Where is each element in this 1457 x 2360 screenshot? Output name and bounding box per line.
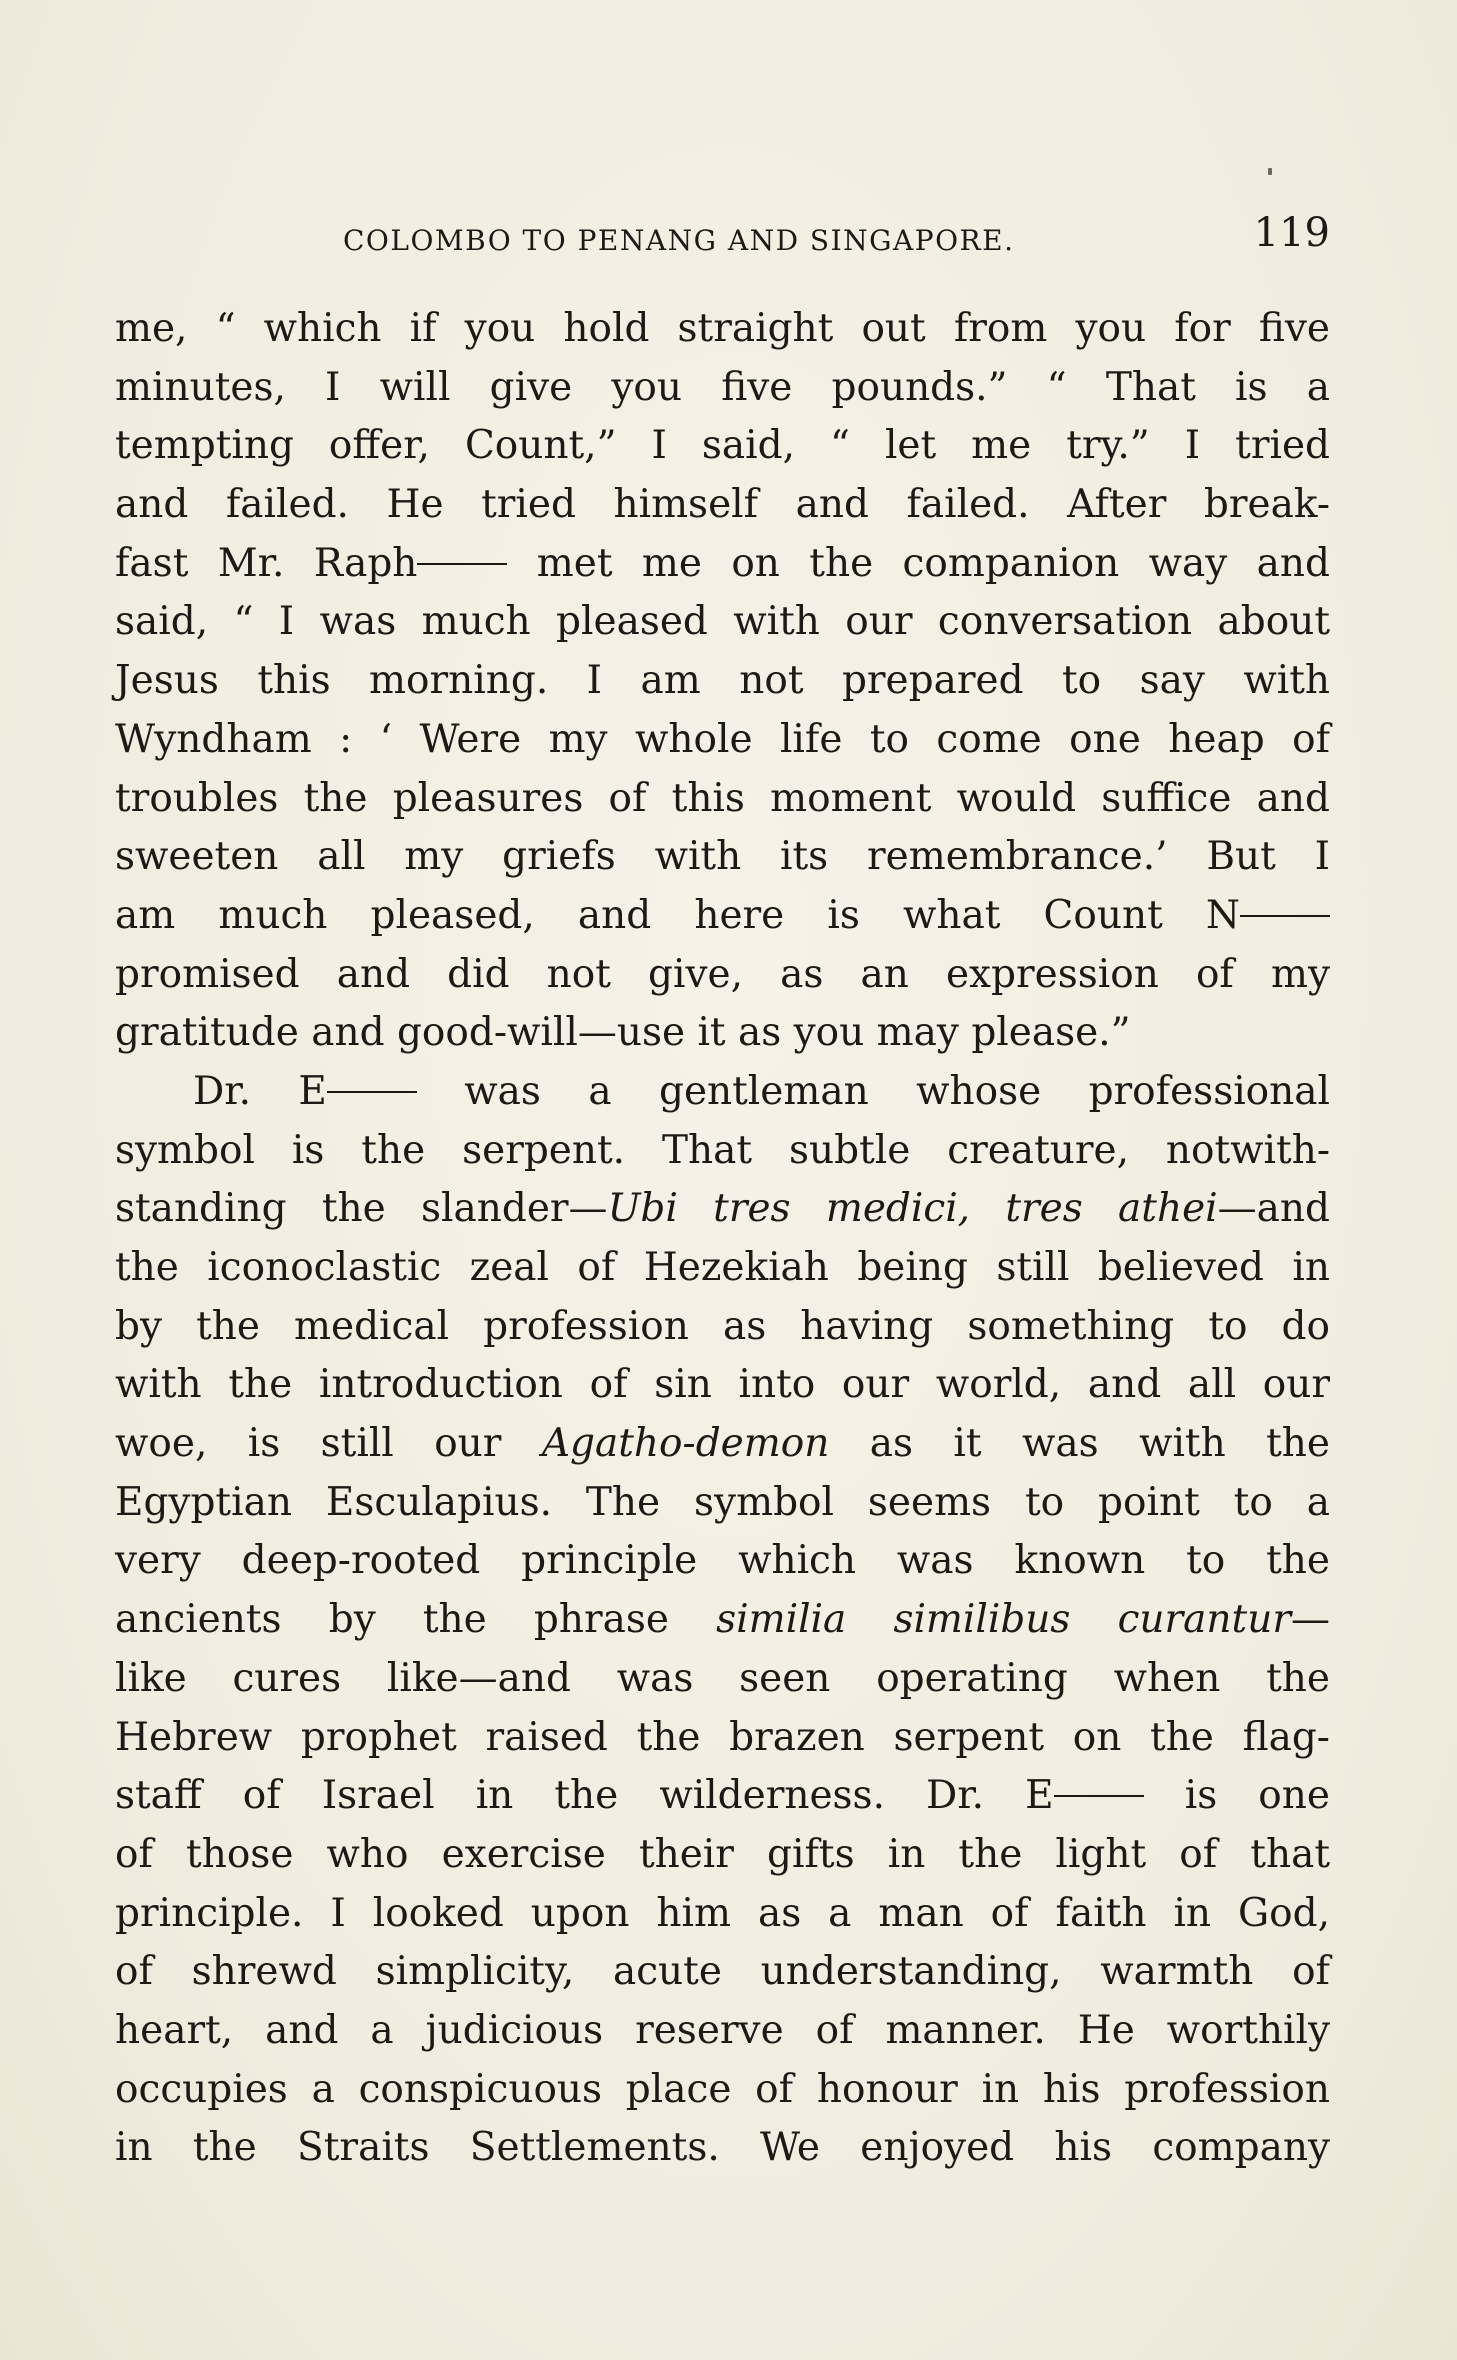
text-segment: woe, is still our: [115, 1421, 542, 1467]
ink-speck: [1268, 168, 1272, 175]
text-line: troubles the pleasures of this moment would suffice and: [115, 775, 1330, 821]
text-line: with the introduction of sin into our world, and all our: [115, 1362, 1330, 1408]
text-line: [115, 1767, 1330, 1826]
text-line: gratitude and good-will—use it as you may please.”: [115, 1010, 1131, 1056]
text-line: me, “ which if you hold straight out from you for five: [115, 306, 1330, 351]
text-line: promised and did not give, as an expression of my: [115, 951, 1330, 997]
text-line: said, “ I was much pleased with our conversation about: [115, 599, 1330, 645]
text-line: and failed. He tried himself and failed. After break-: [115, 482, 1330, 528]
page-header: [115, 210, 1330, 270]
text-segment: met me on the companion way and: [507, 540, 1330, 586]
text-line: [115, 1180, 1330, 1239]
text-line: in the Straits Settlements. We enjoyed his company: [115, 2125, 1330, 2171]
text-line: [115, 1415, 1330, 1474]
latin-phrase: Ubi tres medici, tres athei: [607, 1186, 1218, 1232]
text-segment: as it was with the: [829, 1421, 1331, 1467]
text-line: Hebrew prophet raised the brazen serpent on the flag-: [115, 1714, 1330, 1760]
running-head: COLOMBO TO PENANG AND SINGAPORE.: [343, 224, 1015, 257]
text-line: [115, 887, 1330, 946]
italic-term: Agatho-demon: [541, 1421, 830, 1467]
text-segment: is one: [1143, 1773, 1330, 1819]
text-line: principle. I looked upon him as a man of faith in God,: [115, 1890, 1330, 1936]
text-line: the iconoclastic zeal of Hezekiah being still believed in: [115, 1245, 1330, 1290]
text-segment: Dr. E: [193, 1068, 327, 1114]
text-segment: standing the slander—: [115, 1186, 608, 1232]
text-line: Wyndham : ‘ Were my whole life to come one heap of: [115, 716, 1330, 762]
text-segment: ancients by the phrase: [115, 1597, 717, 1643]
name-dash: [1054, 1795, 1144, 1797]
text-line: sweeten all my griefs with its remembrance.’ But I: [115, 834, 1330, 880]
text-line: heart, and a judicious reserve of manner. He worthily: [115, 2007, 1330, 2053]
text-line: of shrewd simplicity, acute understanding, warmth of: [115, 1949, 1330, 1995]
text-line: Jesus this morning. I am not prepared to say with: [115, 658, 1330, 704]
text-line: very deep-rooted principle which was known to the: [115, 1538, 1330, 1584]
text-line: of those who exercise their gifts in the light of that: [115, 1831, 1330, 1877]
text-line: [115, 1063, 1330, 1122]
name-dash: [327, 1091, 417, 1093]
text-line: minutes, I will give you five pounds.” “ That is a: [115, 364, 1330, 410]
text-line: symbol is the serpent. That subtle creature, notwith-: [115, 1127, 1330, 1173]
latin-phrase: similia similibus curantur: [716, 1597, 1291, 1643]
text-segment: staff of Israel in the wilderness. Dr. E: [115, 1773, 1054, 1819]
text-line: [115, 1591, 1330, 1650]
text-segment: —and: [1217, 1186, 1330, 1232]
name-dash: [1240, 915, 1330, 917]
text-line: [115, 535, 1330, 594]
text-line: occupies a conspicuous place of honour in his profession: [115, 2066, 1330, 2112]
name-dash: [417, 563, 507, 565]
body-text: [115, 300, 1330, 2178]
text-line: tempting offer, Count,” I said, “ let me try.” I tried: [115, 423, 1330, 469]
text-segment: —: [1291, 1597, 1330, 1643]
text-segment: am much pleased, and here is what Count N: [115, 892, 1240, 938]
text-segment: fast Mr. Raph: [115, 540, 418, 586]
text-line: Egyptian Esculapius. The symbol seems to point to a: [115, 1479, 1330, 1525]
text-line: by the medical profession as having something to do: [115, 1303, 1330, 1349]
text-segment: was a gentleman whose professional: [416, 1068, 1331, 1114]
page-number: 119: [1253, 210, 1330, 256]
text-line: like cures like—and was seen operating when the: [115, 1655, 1330, 1701]
